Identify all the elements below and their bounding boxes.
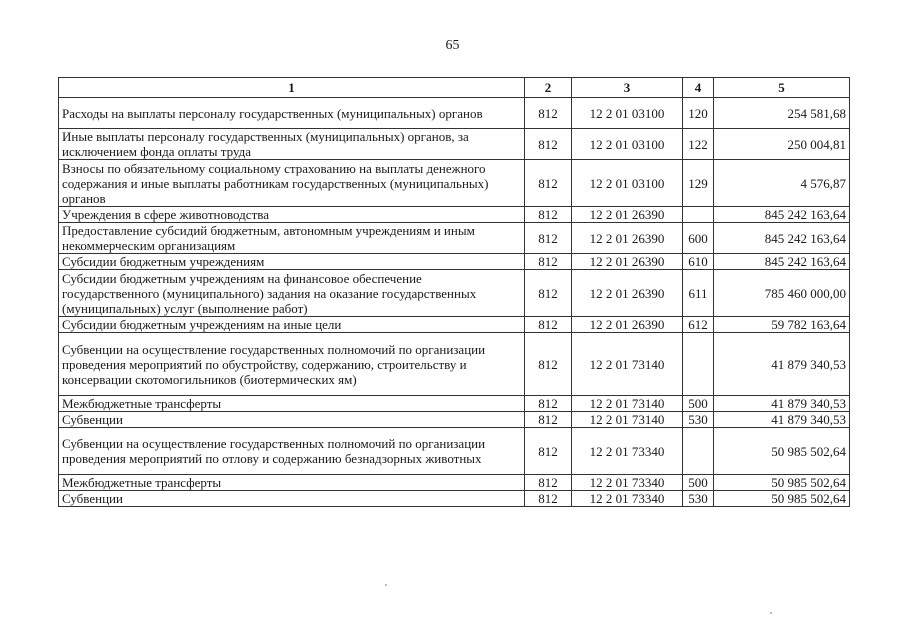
cell-ved-code: 812 — [525, 491, 572, 507]
budget-table — [58, 77, 850, 507]
cell-target-article: 12 2 01 73140 — [572, 412, 683, 428]
table-row — [59, 428, 850, 475]
cell-ved-code: 812 — [525, 317, 572, 333]
cell-target-article: 12 2 01 03100 — [572, 160, 683, 207]
cell-name: Субвенции — [59, 412, 525, 428]
cell-target-article: 12 2 01 26390 — [572, 317, 683, 333]
cell-target-article: 12 2 01 03100 — [572, 98, 683, 129]
header-col-5: 5 — [714, 78, 850, 98]
cell-ved-code: 812 — [525, 98, 572, 129]
cell-amount: 41 879 340,53 — [714, 396, 850, 412]
table-row — [59, 129, 850, 160]
cell-ved-code: 812 — [525, 396, 572, 412]
cell-ved-code: 812 — [525, 207, 572, 223]
cell-amount: 845 242 163,64 — [714, 207, 850, 223]
cell-ved-code: 812 — [525, 223, 572, 254]
cell-amount: 785 460 000,00 — [714, 270, 850, 317]
cell-name: Расходы на выплаты персоналу государственных (муниципальных) органов — [59, 98, 525, 129]
cell-target-article: 12 2 01 26390 — [572, 207, 683, 223]
cell-target-article: 12 2 01 73340 — [572, 491, 683, 507]
table-row — [59, 223, 850, 254]
cell-name: Субсидии бюджетным учреждениям — [59, 254, 525, 270]
table-body — [59, 98, 850, 507]
page-number: 65 — [445, 38, 460, 53]
cell-target-article: 12 2 01 03100 — [572, 129, 683, 160]
cell-target-article: 12 2 01 73340 — [572, 428, 683, 475]
cell-expense-type: 530 — [683, 412, 714, 428]
header-col-1: 1 — [59, 78, 525, 98]
table-row — [59, 160, 850, 207]
cell-ved-code: 812 — [525, 333, 572, 396]
cell-expense-type: 129 — [683, 160, 714, 207]
cell-name: Взносы по обязательному социальному страхованию на выплаты денежного содержания и иные выплаты работникам государственных (муниципальных) органов — [59, 160, 525, 207]
cell-amount: 845 242 163,64 — [714, 254, 850, 270]
table-row — [59, 333, 850, 396]
cell-amount: 254 581,68 — [714, 98, 850, 129]
cell-expense-type: 122 — [683, 129, 714, 160]
header-row — [59, 78, 850, 98]
table-header — [59, 78, 850, 98]
cell-name: Учреждения в сфере животноводства — [59, 207, 525, 223]
cell-expense-type: 612 — [683, 317, 714, 333]
cell-expense-type: 500 — [683, 475, 714, 491]
cell-amount: 41 879 340,53 — [714, 412, 850, 428]
cell-expense-type: 120 — [683, 98, 714, 129]
table-row — [59, 475, 850, 491]
cell-target-article: 12 2 01 73340 — [572, 475, 683, 491]
cell-name: Субвенции на осуществление государственных полномочий по организации проведения мероприятий по обустройству, содержанию, строительству и консервации скотомогильников (биотермических ям) — [59, 333, 525, 396]
cell-ved-code: 812 — [525, 475, 572, 491]
cell-amount: 845 242 163,64 — [714, 223, 850, 254]
cell-amount: 4 576,87 — [714, 160, 850, 207]
header-col-2: 2 — [525, 78, 572, 98]
cell-amount: 59 782 163,64 — [714, 317, 850, 333]
table-row — [59, 396, 850, 412]
scan-speck — [770, 612, 772, 614]
cell-expense-type: 610 — [683, 254, 714, 270]
table-row — [59, 207, 850, 223]
cell-expense-type — [683, 207, 714, 223]
cell-name: Субсидии бюджетным учреждениям на финансовое обеспечение государственного (муниципального) задания на оказание государственных (муниципальных) услуг (выполнение работ) — [59, 270, 525, 317]
table-row — [59, 98, 850, 129]
cell-ved-code: 812 — [525, 412, 572, 428]
cell-expense-type: 600 — [683, 223, 714, 254]
cell-name: Субвенции на осуществление государственных полномочий по организации проведения мероприятий по отлову и содержанию безнадзорных животных — [59, 428, 525, 475]
table-row — [59, 270, 850, 317]
cell-expense-type: 611 — [683, 270, 714, 317]
cell-name: Иные выплаты персоналу государственных (муниципальных) органов, за исключением фонда оплаты труда — [59, 129, 525, 160]
table-row — [59, 412, 850, 428]
table-row — [59, 491, 850, 507]
cell-target-article: 12 2 01 26390 — [572, 223, 683, 254]
cell-ved-code: 812 — [525, 428, 572, 475]
cell-target-article: 12 2 01 26390 — [572, 254, 683, 270]
cell-target-article: 12 2 01 26390 — [572, 270, 683, 317]
cell-amount: 250 004,81 — [714, 129, 850, 160]
cell-amount: 50 985 502,64 — [714, 475, 850, 491]
header-col-4: 4 — [683, 78, 714, 98]
cell-expense-type — [683, 333, 714, 396]
cell-expense-type: 500 — [683, 396, 714, 412]
cell-expense-type — [683, 428, 714, 475]
cell-ved-code: 812 — [525, 270, 572, 317]
cell-name: Субсидии бюджетным учреждениям на иные цели — [59, 317, 525, 333]
cell-target-article: 12 2 01 73140 — [572, 396, 683, 412]
cell-ved-code: 812 — [525, 160, 572, 207]
cell-amount: 50 985 502,64 — [714, 491, 850, 507]
cell-name: Предоставление субсидий бюджетным, автономным учреждениям и иным некоммерческим организациям — [59, 223, 525, 254]
cell-name: Межбюджетные трансферты — [59, 475, 525, 491]
cell-ved-code: 812 — [525, 254, 572, 270]
cell-amount: 41 879 340,53 — [714, 333, 850, 396]
scan-speck — [385, 584, 387, 586]
header-col-3: 3 — [572, 78, 683, 98]
cell-ved-code: 812 — [525, 129, 572, 160]
cell-target-article: 12 2 01 73140 — [572, 333, 683, 396]
table-row — [59, 254, 850, 270]
cell-amount: 50 985 502,64 — [714, 428, 850, 475]
cell-name: Субвенции — [59, 491, 525, 507]
table-row — [59, 317, 850, 333]
cell-expense-type: 530 — [683, 491, 714, 507]
cell-name: Межбюджетные трансферты — [59, 396, 525, 412]
